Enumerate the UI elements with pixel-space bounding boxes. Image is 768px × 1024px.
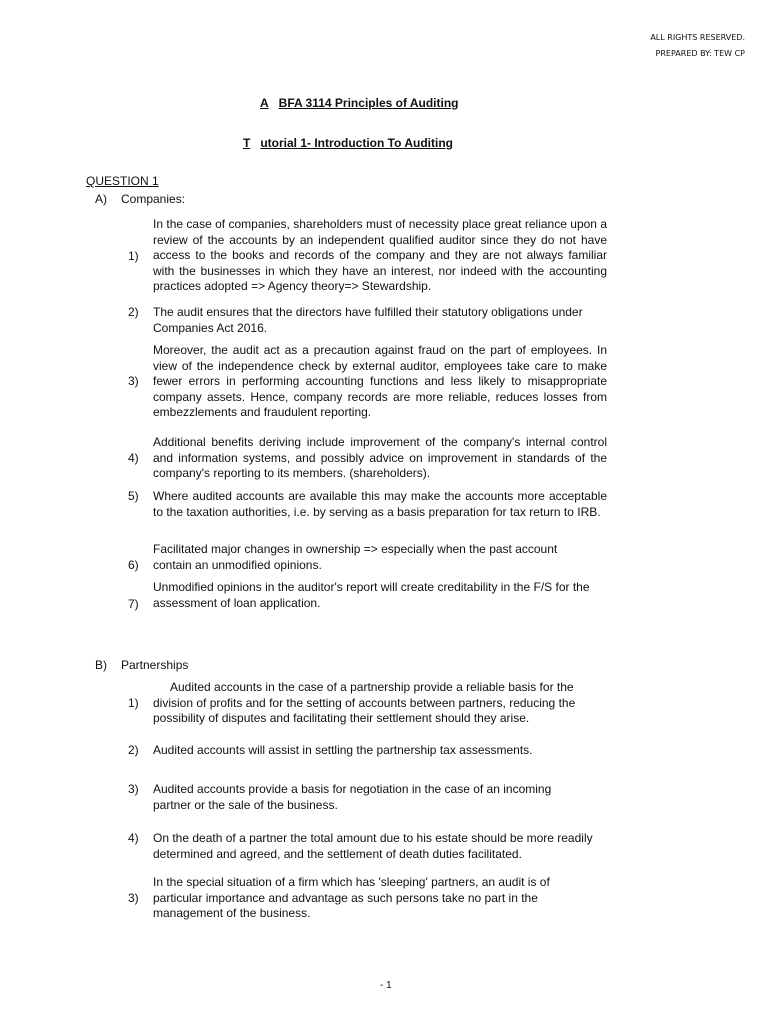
page-number: - 1 — [380, 980, 392, 991]
tutorial-title-lead: T — [243, 136, 251, 150]
a-item-6-number: 6) — [128, 558, 139, 572]
a-item-4-text: Additional benefits deriving include improvement of the company's internal control and information systems, and possibly advice on improvement in standards of the company's reporting to its members. (shareholders). — [153, 435, 607, 480]
tutorial-title-text: utorial 1- Introduction To Auditing — [260, 136, 453, 150]
prepared-by-text: PREPARED BY: TEW CP — [655, 49, 745, 58]
a-item-1-number: 1) — [128, 249, 139, 263]
rights-header — [650, 30, 745, 62]
tutorial-title — [243, 136, 453, 152]
b-item-5-number: 3) — [128, 891, 139, 905]
a-item-2-text: The audit ensures that the directors have fulfilled their statutory obligations under Companies Act 2016. — [153, 305, 583, 335]
a-item-4-number: 4) — [128, 451, 139, 465]
a-item-3-text: Moreover, the audit act as a precaution against fraud on the part of employees. In view of the independence check by external auditor, employees take care to make fewer errors in performing accounting functions and less likely to misappropriate company assets. Hence, company records are more reliable, reduces losses from embezzlements and fraudulent reporting. — [153, 343, 607, 419]
a-item-6-text: Facilitated major changes in ownership => especially when the past account contain an unmodified opinions. — [153, 542, 558, 572]
b-item-2-number: 2) — [128, 743, 139, 757]
rights-reserved-text: ALL RIGHTS RESERVED. — [650, 33, 745, 42]
section-b-title: Partnerships — [121, 658, 189, 672]
b-item-3-number: 3) — [128, 782, 139, 796]
course-title-text: BFA 3114 Principles of Auditing — [278, 96, 459, 110]
section-a-title: Companies: — [121, 192, 186, 206]
a-item-7-number: 7) — [128, 597, 139, 611]
question-heading: QUESTION 1 — [86, 174, 159, 188]
a-item-5-number: 5) — [128, 489, 139, 503]
b-item-1-text: Audited accounts in the case of a partnership provide a reliable basis for the division of profits and for the setting of accounts between partners, reducing the possibility of disputes and facilitating their settlement should they arise. — [153, 680, 576, 725]
b-item-2-text: Audited accounts will assist in settling the partnership tax assessments. — [153, 743, 533, 757]
course-title — [260, 96, 458, 112]
a-item-7-text: Unmodified opinions in the auditor's report will create creditability in the F/S for the assessment of loan application. — [153, 580, 590, 610]
b-item-3-text: Audited accounts provide a basis for negotiation in the case of an incoming partner or the sale of the business. — [153, 782, 552, 812]
a-item-1-text: In the case of companies, shareholders must of necessity place great reliance upon a review of the accounts by an independent qualified auditor since they do not have access to the books and records of the company and they are not always familiar with the businesses in which they have an interest, nor indeed with the accounting practices adopted => Agency theory=> Stewardship. — [153, 217, 607, 293]
course-title-lead: A — [260, 96, 269, 110]
b-item-4-number: 4) — [128, 831, 139, 845]
a-item-3-number: 3) — [128, 374, 139, 388]
b-item-5-text: In the special situation of a firm which has 'sleeping' partners, an audit is of particular importance and advantage as such persons take no part in the management of the business. — [153, 875, 550, 920]
b-item-4-text: On the death of a partner the total amount due to his estate should be more readily determined and agreed, and the settlement of death duties facilitated. — [153, 831, 593, 861]
a-item-5-text: Where audited accounts are available this may make the accounts more acceptable to the taxation authorities, i.e. by serving as a basis preparation for tax return to IRB. — [153, 489, 607, 519]
a-item-2-number: 2) — [128, 305, 139, 319]
section-a-label: A) — [95, 192, 107, 206]
section-b-label: B) — [95, 658, 107, 672]
b-item-1-number: 1) — [128, 696, 139, 710]
